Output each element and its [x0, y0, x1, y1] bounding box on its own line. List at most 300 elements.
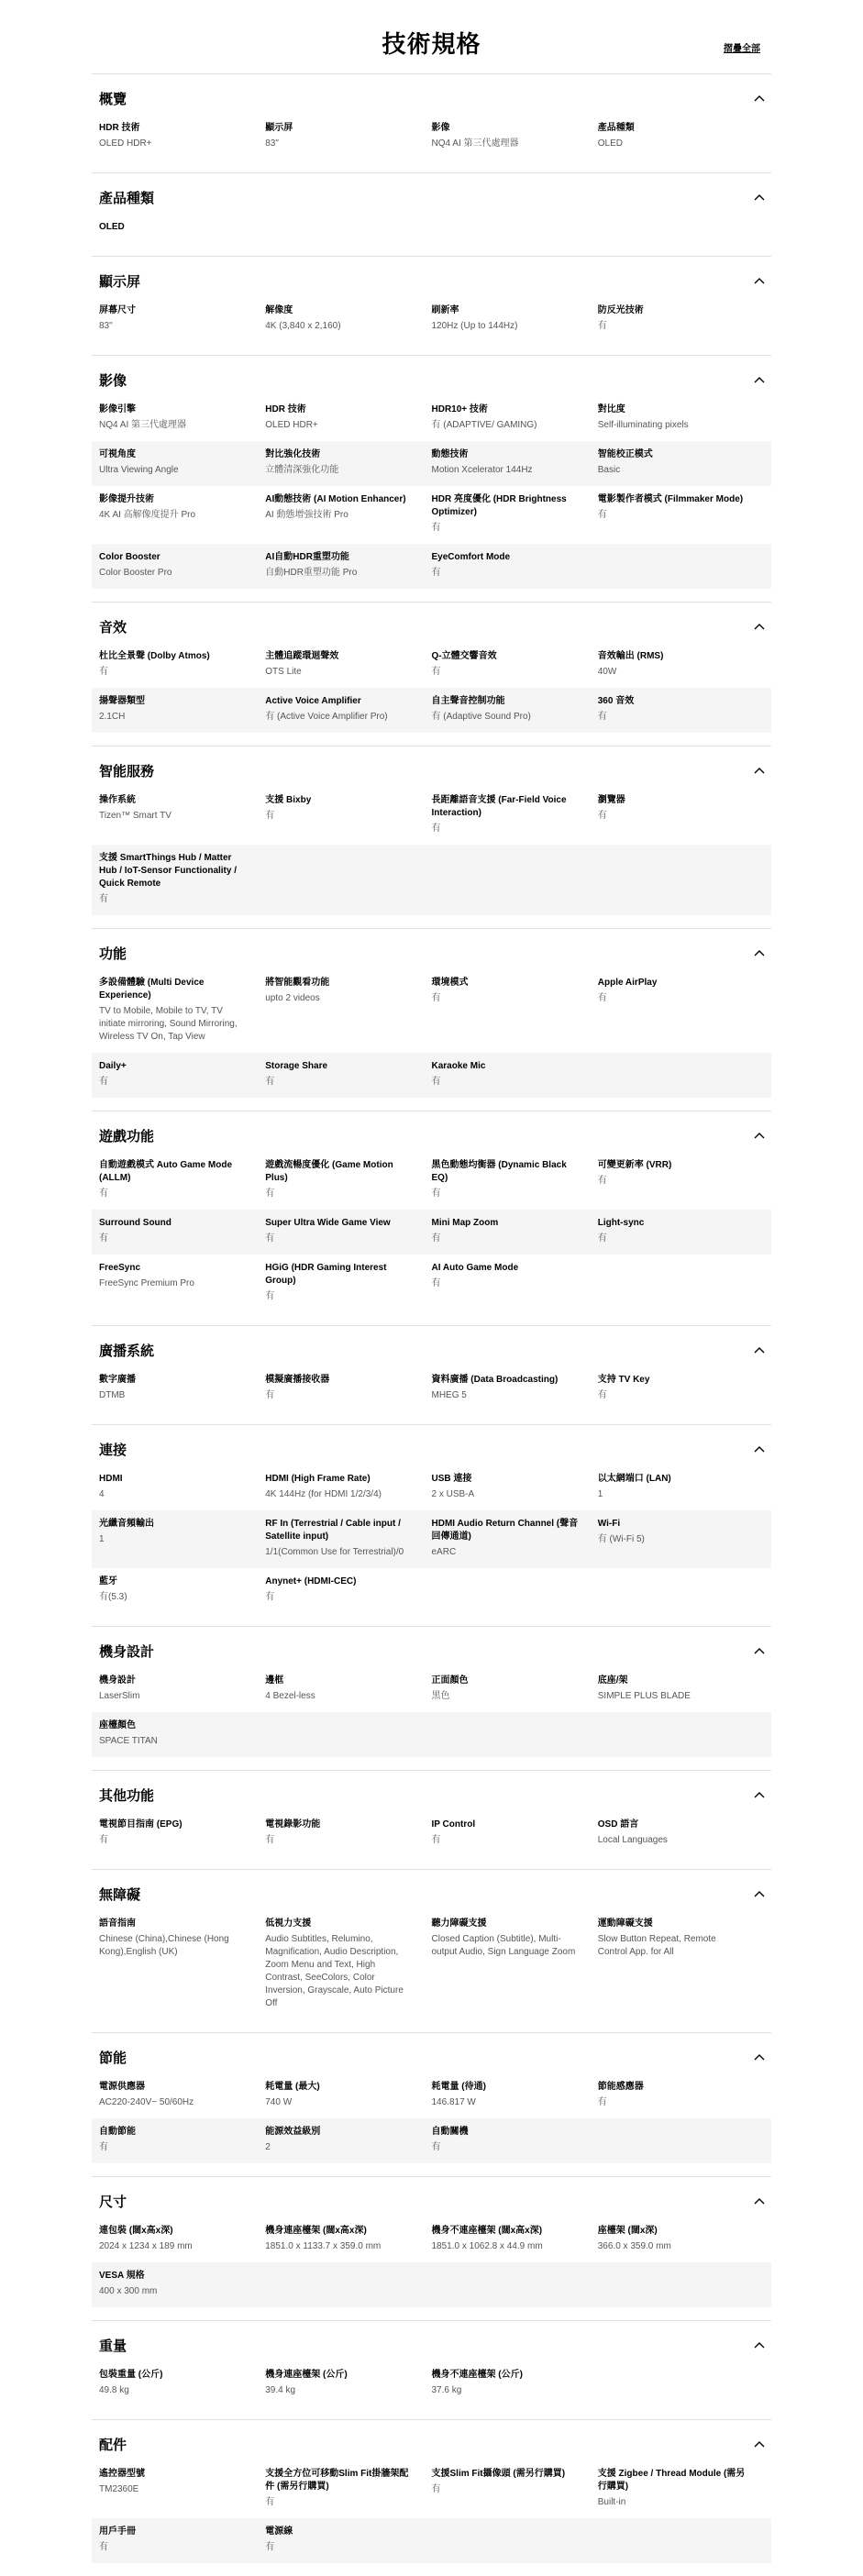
spec-value: 有 (Active Voice Amplifier Pro) [265, 712, 388, 722]
spec-row [92, 1152, 771, 1210]
spec-label: 解像度 [265, 305, 293, 315]
spec-value: 立體清深強化功能 [265, 465, 339, 475]
spec-value: 有 [265, 1592, 275, 1602]
spec-label: 影像 [431, 123, 450, 133]
spec-value: 4 Bezel-less [265, 1691, 315, 1701]
spec-item [432, 1473, 598, 1501]
spec-section [92, 1325, 771, 1424]
spec-label: 正面顏色 [431, 1675, 469, 1686]
spec-item [432, 977, 598, 1044]
section-title: 產品種類 [99, 190, 155, 206]
section-title: 音效 [99, 619, 127, 636]
spec-item [265, 1262, 431, 1303]
spec-label: 底座/架 [597, 1675, 628, 1686]
spec-label: Storage Share [265, 1061, 328, 1071]
spec-value: 有 [597, 1176, 607, 1186]
spec-value: 有 [265, 1291, 275, 1301]
spec-value: SIMPLE PLUS BLADE [597, 1691, 691, 1701]
chevron-up-icon[interactable] [751, 945, 768, 961]
spec-label: Light-sync [597, 1218, 645, 1228]
spec-value: Motion Xcelerator 144Hz [431, 465, 533, 475]
spec-value: 自動HDR重塑功能 Pro [265, 568, 358, 578]
spec-item [99, 852, 265, 906]
spec-label: 連包裝 (闊x高x深) [99, 2226, 173, 2236]
spec-label: 主體追蹤環迴聲效 [265, 651, 339, 661]
spec-label: HDR10+ 技術 [431, 404, 488, 415]
spec-label: 運動障礙支援 [597, 1918, 653, 1929]
chevron-up-icon[interactable] [751, 2049, 768, 2065]
spec-value: 有 [265, 811, 275, 821]
spec-item [265, 1575, 431, 1604]
section-title: 概覽 [99, 91, 127, 107]
spec-label: 語音指南 [99, 1918, 136, 1929]
section-title: 顯示屏 [99, 273, 141, 290]
spec-item [265, 794, 431, 835]
spec-value: 2 [265, 2142, 271, 2152]
spec-label: 對比度 [597, 404, 625, 415]
spec-label: 藍牙 [99, 1576, 117, 1587]
spec-row [92, 297, 771, 342]
spec-value: Basic [597, 465, 621, 475]
chevron-up-icon[interactable] [751, 189, 768, 205]
spec-item [598, 977, 764, 1044]
spec-value: 400 x 300 mm [99, 2286, 158, 2296]
spec-section [92, 1111, 771, 1325]
spec-value: 有 [431, 1188, 441, 1199]
spec-label: Anynet+ (HDMI-CEC) [265, 1576, 357, 1587]
spec-item [598, 2081, 764, 2109]
spec-value: TV to Mobile, Mobile to TV, TV initiate mirroring, Sound Mirroring, Wireless TV On, Tap View [99, 1006, 238, 1042]
spec-value: 4K AI 高解像度提升 Pro [99, 510, 196, 520]
spec-label: 自主聲音控制功能 [431, 696, 505, 706]
spec-label: Mini Map Zoom [431, 1218, 499, 1228]
spec-label: Surround Sound [99, 1218, 171, 1228]
spec-value: 49.8 kg [99, 2385, 129, 2395]
spec-row [92, 1465, 771, 1510]
spec-row [92, 2073, 771, 2118]
spec-item [265, 650, 431, 679]
spec-item [432, 304, 598, 333]
spec-item [432, 1374, 598, 1402]
spec-value: upto 2 videos [265, 993, 320, 1003]
spec-value: Tizen™ Smart TV [99, 811, 171, 821]
spec-section [92, 73, 771, 172]
spec-label: 聽力障礙支援 [431, 1918, 487, 1929]
spec-label: Active Voice Amplifier [265, 696, 361, 706]
section-header[interactable] [92, 1883, 771, 1905]
spec-label: 座檯顏色 [99, 1720, 136, 1730]
spec-label: 模擬廣播接收器 [265, 1375, 330, 1385]
spec-label: HDMI Audio Return Channel (聲音回傳通道) [431, 1519, 579, 1542]
chevron-up-icon[interactable] [751, 2436, 768, 2452]
spec-label: HDMI [99, 1474, 123, 1484]
spec-value: 有 [265, 1077, 275, 1087]
chevron-up-icon[interactable] [751, 2337, 768, 2353]
spec-label: HDR 技術 [99, 123, 140, 133]
spec-value: TM2360E [99, 2484, 139, 2494]
spec-item [432, 1262, 598, 1303]
spec-value: 2.1CH [99, 712, 126, 722]
spec-item [432, 1518, 598, 1559]
spec-item [99, 1473, 265, 1501]
spec-value: DTMB [99, 1390, 126, 1400]
spec-item [432, 2225, 598, 2253]
spec-item [99, 2270, 265, 2298]
spec-item [99, 2526, 265, 2554]
spec-item [99, 122, 265, 150]
spec-item [432, 2468, 598, 2509]
spec-value: NQ4 AI 第三代處理器 [431, 138, 519, 149]
spec-label: 自動關機 [431, 2127, 469, 2137]
spec-item [598, 1374, 764, 1402]
chevron-up-icon[interactable] [751, 1342, 768, 1358]
spec-row [92, 115, 771, 160]
spec-label: 機身設計 [99, 1675, 136, 1686]
section-title: 智能服務 [99, 763, 155, 779]
spec-label: IP Control [431, 1819, 476, 1830]
spec-value: 2 x USB-A [431, 1489, 475, 1499]
spec-value: 有 [431, 993, 441, 1003]
spec-label: 環境模式 [431, 978, 469, 988]
spec-value: 有 [265, 2497, 275, 2507]
spec-value: AC220-240V~ 50/60Hz [99, 2097, 194, 2107]
spec-row [92, 1366, 771, 1411]
spec-item [99, 2081, 265, 2109]
spec-item [598, 1819, 764, 1847]
spec-item [99, 695, 265, 724]
spec-item [598, 1473, 764, 1501]
spec-item [598, 1675, 764, 1703]
spec-item [598, 1518, 764, 1559]
spec-value: 黑色 [431, 1691, 450, 1701]
spec-section [92, 928, 771, 1111]
spec-label: AI動態技術 (AI Motion Enhancer) [265, 494, 406, 504]
spec-label: 電視錄影功能 [265, 1819, 321, 1830]
chevron-up-icon[interactable] [751, 2193, 768, 2209]
spec-label: Karaoke Mic [431, 1061, 486, 1071]
section-header[interactable] [92, 87, 771, 109]
spec-value: 有 [597, 510, 607, 520]
spec-label: 耗電量 (待通) [431, 2082, 486, 2092]
section-header[interactable] [92, 2190, 771, 2212]
spec-value: OTS Lite [265, 667, 302, 677]
chevron-up-icon[interactable] [751, 618, 768, 635]
section-title: 廣播系統 [99, 1343, 155, 1359]
spec-label: 支援 Bixby [265, 795, 312, 805]
spec-label: 對比強化技術 [265, 449, 321, 459]
spec-item [432, 695, 598, 724]
spec-value: 有 [431, 568, 441, 578]
spec-value: 1851.0 x 1133.7 x 359.0 mm [265, 2241, 382, 2251]
spec-item [432, 2369, 598, 2397]
spec-item [265, 304, 431, 333]
spec-row [92, 688, 771, 733]
spec-item [265, 1159, 431, 1200]
spec-value: 40W [597, 667, 617, 677]
section-header[interactable] [92, 1339, 771, 1361]
chevron-up-icon[interactable] [751, 272, 768, 289]
section-header[interactable] [92, 2433, 771, 2455]
spec-value: 有 [265, 2542, 275, 2552]
spec-value: Slow Button Repeat, Remote Control App. for All [597, 1934, 716, 1957]
spec-value: 有 [597, 993, 607, 1003]
section-header[interactable] [92, 369, 771, 391]
chevron-up-icon[interactable] [751, 90, 768, 106]
spec-value: 366.0 x 359.0 mm [597, 2241, 671, 2251]
spec-label: 產品種類 [597, 123, 635, 133]
spec-item [265, 2526, 431, 2554]
spec-item [432, 1159, 598, 1200]
spec-value: 有 [265, 1835, 275, 1845]
spec-section [92, 256, 771, 355]
section-header[interactable] [92, 270, 771, 292]
spec-value: AI 動態增強技術 Pro [265, 510, 349, 520]
section-title: 尺寸 [99, 2194, 127, 2210]
spec-label: Daily+ [99, 1061, 127, 1071]
spec-item [99, 2126, 265, 2154]
spec-label: 瀏覽器 [597, 795, 625, 805]
collapse-all-link[interactable]: 摺疊全部 [724, 44, 760, 54]
spec-value: 4K (3,840 x 2,160) [265, 321, 341, 331]
spec-label: 支援 Zigbee / Thread Module (需另行購買) [597, 2469, 746, 2492]
spec-value: Local Languages [597, 1835, 668, 1845]
section-title: 其他功能 [99, 1787, 155, 1804]
spec-value: 39.4 kg [265, 2385, 296, 2395]
spec-row [92, 1712, 771, 1757]
spec-value: eARC [431, 1547, 457, 1557]
spec-value: Color Booster Pro [99, 568, 172, 578]
spec-label: OSD 語言 [597, 1819, 639, 1830]
spec-label: 揚聲器類型 [99, 696, 145, 706]
page-header [0, 0, 863, 73]
spec-value: 有 [431, 523, 441, 533]
spec-value: 有 [265, 1233, 275, 1244]
spec-value: OLED HDR+ [99, 138, 152, 149]
spec-row [92, 787, 771, 845]
chevron-up-icon[interactable] [751, 1127, 768, 1144]
spec-item [432, 1060, 598, 1089]
spec-label: 以太網端口 (LAN) [597, 1474, 671, 1484]
spec-value: 有 [431, 1233, 441, 1244]
spec-row [92, 1053, 771, 1098]
spec-label: 智能校正模式 [597, 449, 653, 459]
chevron-up-icon[interactable] [751, 1642, 768, 1659]
chevron-up-icon[interactable] [751, 762, 768, 779]
spec-item [99, 1518, 265, 1559]
spec-value: 有 [431, 2484, 441, 2494]
spec-label: 電源線 [265, 2526, 293, 2537]
spec-item [99, 2369, 265, 2397]
spec-value: 740 W [265, 2097, 293, 2107]
chevron-up-icon[interactable] [751, 1885, 768, 1902]
spec-label: 支援全方位可移動Slim Fit掛牆架配件 (需另行購買) [265, 2469, 409, 2492]
spec-item [265, 2225, 431, 2253]
spec-row [92, 845, 771, 915]
spec-item [265, 2468, 431, 2509]
spec-item [99, 551, 265, 580]
spec-label: 音效輸出 (RMS) [597, 651, 664, 661]
spec-row [92, 2262, 771, 2307]
spec-item [99, 221, 265, 234]
spec-value: 有 [431, 1278, 441, 1288]
spec-label: RF In (Terrestrial / Cable input / Satellite input) [265, 1519, 401, 1542]
spec-item [99, 1217, 265, 1245]
spec-item [99, 1918, 265, 2010]
spec-label: OLED [99, 222, 125, 232]
spec-label: 自動遊戲模式 Auto Game Mode (ALLM) [99, 1160, 233, 1183]
spec-label: 支援Slim Fit攝像頭 (需另行購買) [431, 2469, 566, 2479]
spec-row [92, 441, 771, 486]
spec-item [99, 1675, 265, 1703]
spec-row [92, 2217, 771, 2262]
spec-label: 將智能觀看功能 [265, 978, 330, 988]
spec-item [598, 794, 764, 835]
spec-item [265, 1675, 431, 1703]
spec-row [92, 2118, 771, 2163]
section-title: 重量 [99, 2338, 127, 2354]
spec-label: 杜比全景聲 (Dolby Atmos) [99, 651, 210, 661]
spec-value: Built-in [597, 2497, 626, 2507]
spec-item [265, 2081, 431, 2109]
spec-label: 節能感應器 [597, 2082, 644, 2092]
spec-item [99, 448, 265, 477]
spec-label: FreeSync [99, 1263, 141, 1273]
spec-section [92, 172, 771, 256]
spec-label: 電視節目指南 (EPG) [99, 1819, 183, 1830]
spec-item [432, 493, 598, 535]
spec-label: 電源供應器 [99, 2082, 145, 2092]
spec-label: 遙控器型號 [99, 2469, 145, 2479]
spec-label: 360 音效 [597, 696, 635, 706]
section-header[interactable] [92, 2334, 771, 2356]
spec-item [598, 122, 764, 150]
spec-section [92, 2320, 771, 2419]
spec-label: EyeComfort Mode [431, 552, 511, 562]
spec-label: 機身連座檯架 (闊x高x深) [265, 2226, 367, 2236]
spec-item [265, 1918, 431, 2010]
spec-section [92, 1770, 771, 1869]
spec-row [92, 544, 771, 589]
spec-item [432, 551, 598, 580]
spec-item [265, 1518, 431, 1559]
spec-label: 用戶手冊 [99, 2526, 136, 2537]
spec-value: 4 [99, 1489, 105, 1499]
chevron-up-icon[interactable] [751, 1786, 768, 1803]
section-header[interactable] [92, 1784, 771, 1806]
spec-value: 有 [265, 1188, 275, 1199]
spec-value: 83" [99, 321, 113, 331]
spec-sections [92, 73, 771, 2576]
chevron-up-icon[interactable] [751, 1441, 768, 1457]
spec-row [92, 1910, 771, 2019]
section-header[interactable] [92, 1124, 771, 1146]
spec-item [598, 1159, 764, 1200]
spec-value: 有 [99, 1233, 108, 1244]
spec-row [92, 2518, 771, 2563]
spec-label: 自動節能 [99, 2127, 136, 2137]
spec-label: 低視力支援 [265, 1918, 312, 1929]
spec-value: 1851.0 x 1062.8 x 44.9 mm [431, 2241, 543, 2251]
spec-item [99, 2468, 265, 2509]
spec-section [92, 746, 771, 928]
section-header[interactable] [92, 942, 771, 964]
spec-value: 146.817 W [431, 2097, 476, 2107]
spec-label: 屏幕尺寸 [99, 305, 136, 315]
spec-item [265, 1374, 431, 1402]
spec-label: 機身連座檯架 (公斤) [265, 2370, 348, 2380]
spec-value: 37.6 kg [431, 2385, 462, 2395]
spec-item [265, 2369, 431, 2397]
spec-section [92, 2176, 771, 2320]
spec-value: 有 [597, 2097, 607, 2107]
spec-value: 有 [99, 2142, 108, 2152]
spec-value: 有 [431, 824, 441, 834]
section-header[interactable] [92, 1438, 771, 1460]
spec-value: 有 [597, 811, 607, 821]
spec-value: 有 [597, 712, 607, 722]
spec-item [99, 1719, 265, 1748]
spec-item [99, 650, 265, 679]
section-title: 節能 [99, 2050, 127, 2066]
spec-value: 120Hz (Up to 144Hz) [431, 321, 518, 331]
section-header[interactable] [92, 2046, 771, 2068]
spec-item [99, 1262, 265, 1303]
spec-item [99, 493, 265, 535]
page-title: 技術規格 [382, 30, 481, 58]
section-header[interactable] [92, 1640, 771, 1662]
section-title: 機身設計 [99, 1643, 155, 1660]
spec-item [265, 122, 431, 150]
spec-item [99, 1159, 265, 1200]
spec-label: 邊框 [265, 1675, 284, 1686]
spec-value: OLED HDR+ [265, 420, 318, 430]
spec-item [265, 1060, 431, 1089]
spec-item [265, 448, 431, 477]
spec-value: 1 [99, 1534, 105, 1544]
spec-value: OLED [597, 138, 623, 149]
spec-label: 影像引擎 [99, 404, 136, 415]
spec-section [92, 1626, 771, 1770]
spec-item [432, 794, 598, 835]
spec-item [598, 404, 764, 432]
spec-row [92, 2460, 771, 2518]
spec-value: SPACE TITAN [99, 1736, 158, 1746]
spec-item [432, 2081, 598, 2109]
spec-value: 有 [99, 2542, 108, 2552]
spec-label: 可變更新率 (VRR) [597, 1160, 672, 1170]
spec-value: FreeSync Premium Pro [99, 1278, 194, 1288]
spec-row [92, 214, 771, 243]
spec-item [432, 1819, 598, 1847]
chevron-up-icon[interactable] [751, 371, 768, 388]
spec-label: HGiG (HDR Gaming Interest Group) [265, 1263, 387, 1286]
spec-value: 有 (ADAPTIVE/ GAMING) [431, 420, 537, 430]
spec-value: 有 [431, 1835, 441, 1845]
section-header[interactable] [92, 759, 771, 781]
spec-item [99, 794, 265, 835]
spec-value: 有 (Adaptive Sound Pro) [431, 712, 531, 722]
section-title: 連接 [99, 1442, 127, 1458]
spec-label: HDMI (High Frame Rate) [265, 1474, 371, 1484]
spec-label: HDR 亮度優化 (HDR Brightness Optimizer) [431, 494, 567, 517]
spec-label: 電影製作者模式 (Filmmaker Mode) [597, 494, 744, 504]
spec-value: 有 [431, 2142, 441, 2152]
section-header[interactable] [92, 186, 771, 208]
spec-row [92, 643, 771, 688]
spec-value: 4K 144Hz (for HDMI 1/2/3/4) [265, 1489, 382, 1499]
section-header[interactable] [92, 615, 771, 637]
section-title: 遊戲功能 [99, 1128, 155, 1144]
